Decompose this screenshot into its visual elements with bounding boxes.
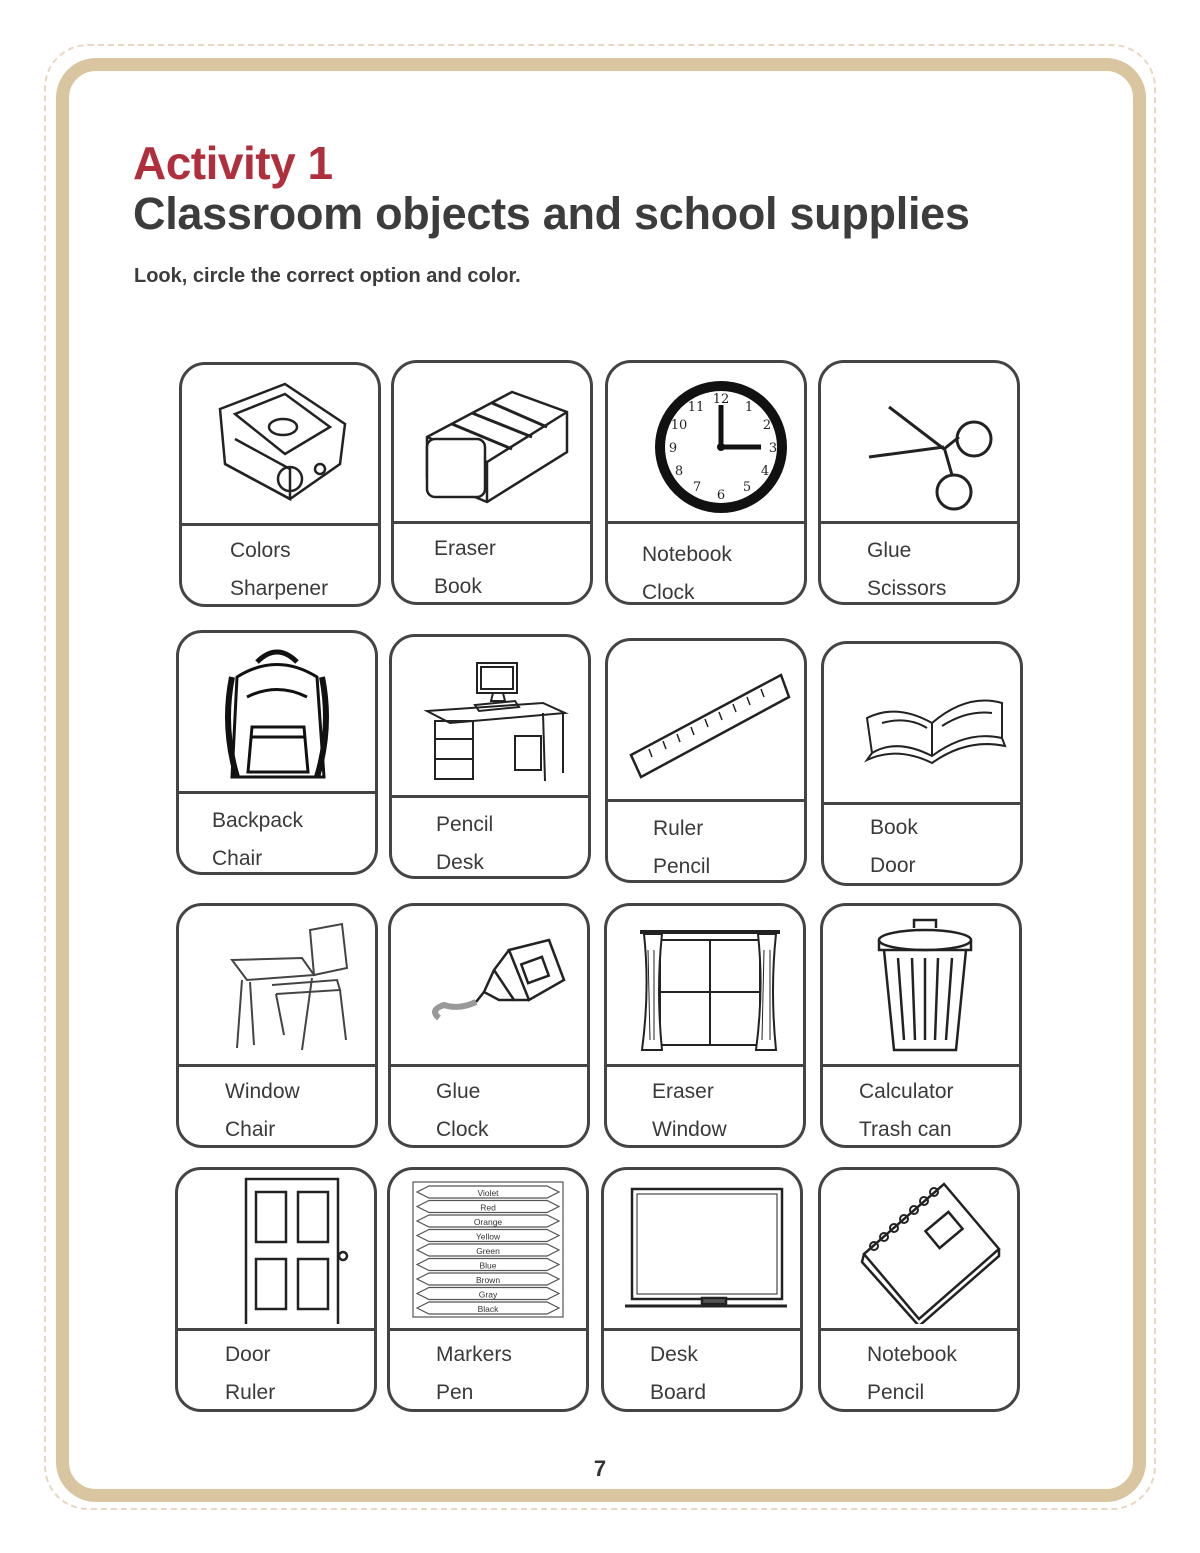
card-backpack xyxy=(176,630,378,875)
option-2[interactable]: Door xyxy=(870,854,916,877)
scissors-icon xyxy=(834,367,1004,517)
door-icon xyxy=(191,1174,361,1324)
marker-label: Green xyxy=(476,1246,500,1256)
option-2[interactable]: Scissors xyxy=(867,577,947,600)
card-board xyxy=(601,1167,803,1412)
card-glue xyxy=(388,903,590,1148)
option-1[interactable]: Eraser xyxy=(434,537,496,560)
option-1[interactable]: Window xyxy=(225,1080,300,1103)
card-book xyxy=(821,641,1023,886)
option-2[interactable]: Pencil xyxy=(867,1381,925,1404)
marker-label: Violet xyxy=(477,1188,499,1198)
card-picture xyxy=(394,363,590,524)
card-picture xyxy=(392,637,588,798)
clock-icon xyxy=(621,367,791,517)
marker-label: Orange xyxy=(473,1217,503,1227)
option-1[interactable]: Calculator xyxy=(859,1080,954,1103)
notebook-icon xyxy=(834,1174,1004,1324)
page-number: 7 xyxy=(593,1456,607,1481)
book-icon xyxy=(837,648,1007,798)
svg-text:7: 7 xyxy=(692,480,702,495)
option-1[interactable]: Notebook xyxy=(867,1343,957,1366)
card-picture xyxy=(182,365,378,526)
option-1[interactable]: Glue xyxy=(436,1080,481,1103)
marker-label: Red xyxy=(480,1202,496,1213)
card-picture xyxy=(608,641,804,802)
option-1[interactable]: Notebook xyxy=(642,543,732,566)
card-chair xyxy=(176,903,378,1148)
card-picture xyxy=(178,1170,374,1331)
option-1[interactable]: Book xyxy=(870,816,918,839)
option-1[interactable]: Colors xyxy=(230,539,291,562)
svg-text:2: 2 xyxy=(762,418,772,433)
option-1[interactable]: Markers xyxy=(436,1343,512,1366)
option-2[interactable]: Pen xyxy=(436,1381,474,1404)
card-eraser xyxy=(391,360,593,605)
card-picture xyxy=(821,363,1017,524)
ruler-icon xyxy=(621,645,791,795)
marker-label: Brown xyxy=(475,1275,501,1285)
marker-label: Gray xyxy=(478,1289,498,1300)
activity-heading: Activity 1 xyxy=(133,137,333,189)
card-window xyxy=(604,903,806,1148)
card-door xyxy=(175,1167,377,1412)
option-2[interactable]: Board xyxy=(650,1381,707,1404)
option-1[interactable]: Glue xyxy=(867,539,912,562)
option-2[interactable]: Chair xyxy=(225,1118,276,1141)
svg-text:9: 9 xyxy=(668,441,678,456)
svg-text:5: 5 xyxy=(742,480,752,495)
card-scissors xyxy=(818,360,1020,605)
card-trash-can xyxy=(820,903,1022,1148)
svg-text:11: 11 xyxy=(687,400,705,415)
marker-label: Black xyxy=(477,1304,499,1314)
glue-icon xyxy=(404,910,574,1060)
option-2[interactable]: Trash can xyxy=(859,1118,952,1141)
board-icon xyxy=(617,1174,787,1324)
option-2[interactable]: Clock xyxy=(642,581,695,604)
card-picture xyxy=(390,1170,586,1331)
card-desk xyxy=(389,634,591,879)
desk-icon xyxy=(405,641,575,791)
chair-icon xyxy=(192,910,362,1060)
option-1[interactable]: Door xyxy=(225,1343,271,1366)
card-picture xyxy=(823,906,1019,1067)
option-2[interactable]: Window xyxy=(652,1118,727,1141)
backpack-icon xyxy=(192,637,362,787)
marker-label: Yellow xyxy=(475,1231,501,1242)
instruction-text: Look, circle the correct option and color. xyxy=(134,265,521,287)
sharpener-icon xyxy=(195,369,365,519)
option-2[interactable]: Chair xyxy=(212,847,263,870)
card-picture xyxy=(604,1170,800,1331)
markers-icon xyxy=(403,1174,573,1324)
svg-text:10: 10 xyxy=(670,418,688,433)
svg-text:4: 4 xyxy=(760,464,770,479)
option-1[interactable]: Desk xyxy=(650,1343,698,1366)
option-2[interactable]: Book xyxy=(434,575,482,598)
card-picture xyxy=(608,363,804,524)
card-notebook xyxy=(818,1167,1020,1412)
card-picture xyxy=(391,906,587,1067)
option-2[interactable]: Desk xyxy=(436,851,484,874)
card-ruler xyxy=(605,638,807,883)
card-picture xyxy=(607,906,803,1067)
card-clock xyxy=(605,360,807,605)
svg-text:1: 1 xyxy=(744,400,754,415)
card-picture xyxy=(179,906,375,1067)
card-sharpener xyxy=(179,362,381,607)
option-2[interactable]: Ruler xyxy=(225,1381,276,1404)
page-title: Classroom objects and school supplies xyxy=(133,188,970,239)
trash-can-icon xyxy=(836,910,1006,1060)
option-1[interactable]: Eraser xyxy=(652,1080,714,1103)
svg-text:12: 12 xyxy=(712,392,730,407)
option-1[interactable]: Backpack xyxy=(212,809,304,832)
card-picture xyxy=(179,633,375,794)
option-2[interactable]: Clock xyxy=(436,1118,489,1141)
card-picture xyxy=(821,1170,1017,1331)
marker-label: Blue xyxy=(479,1260,497,1271)
eraser-icon xyxy=(407,367,577,517)
svg-text:3: 3 xyxy=(768,441,778,456)
window-icon xyxy=(620,910,790,1060)
option-1[interactable]: Pencil xyxy=(436,813,494,836)
option-2[interactable]: Sharpener xyxy=(230,577,329,600)
option-2[interactable]: Pencil xyxy=(653,855,711,878)
svg-text:6: 6 xyxy=(716,488,726,503)
svg-text:8: 8 xyxy=(674,464,684,479)
card-markers xyxy=(387,1167,589,1412)
option-1[interactable]: Ruler xyxy=(653,817,704,840)
card-picture xyxy=(824,644,1020,805)
